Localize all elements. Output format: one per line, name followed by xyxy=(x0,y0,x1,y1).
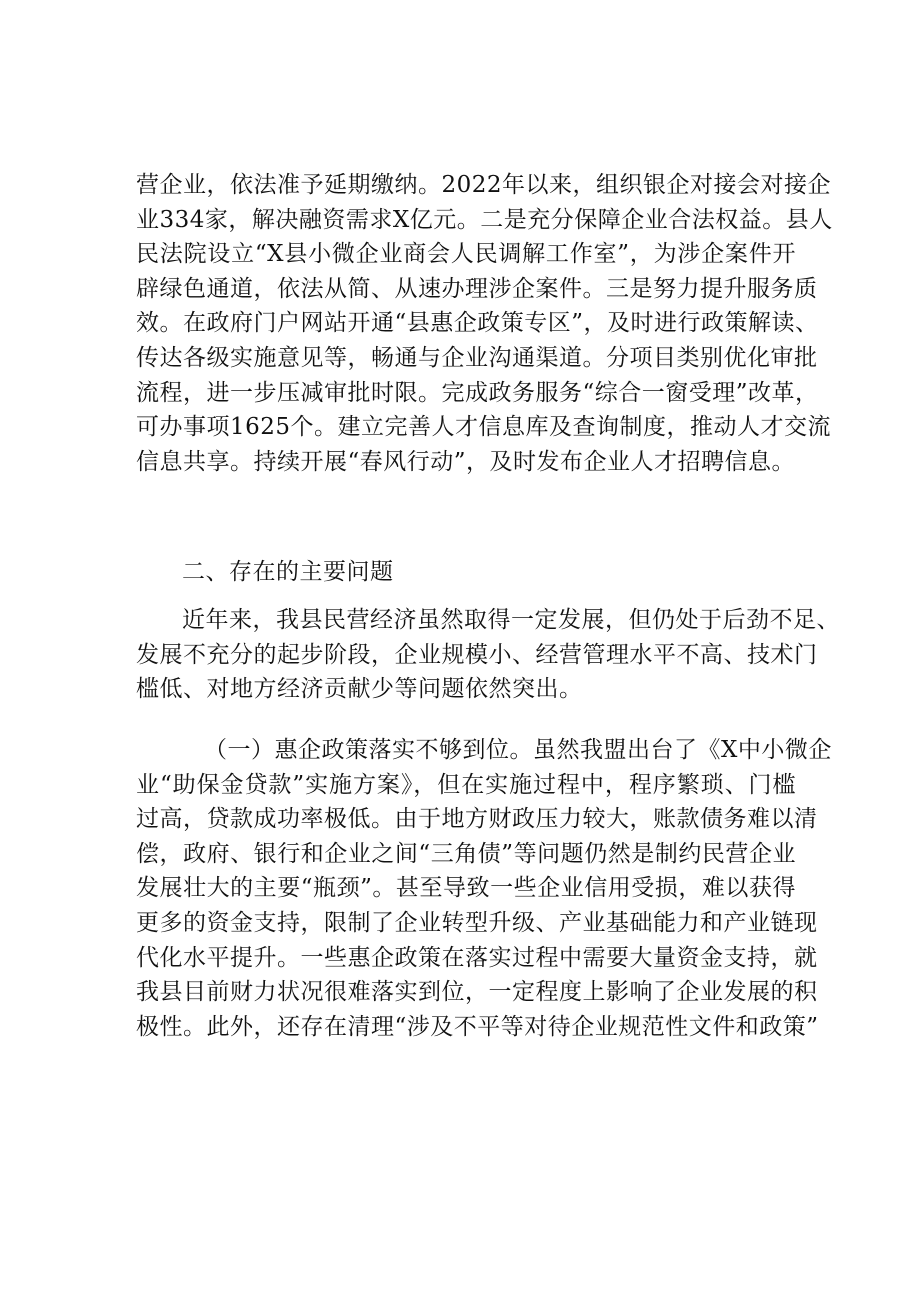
paragraph-intro xyxy=(136,603,840,707)
text-line: 可办事项1625个。建立完善人才信息库及查询制度，推动人才交流 xyxy=(136,414,832,441)
text-line: 流程，进一步压减审批时限。完成政务服务“综合一窗受理”改革， xyxy=(136,379,819,406)
text-line: 传达各级实施意见等，畅通与企业沟通渠道。分项目类别优化审批 xyxy=(136,344,818,371)
text-line: 过高，贷款成功率极低。由于地方财政压力较大，账款债务难以清 xyxy=(136,806,818,833)
text-line: 槛低、对地方经济贡献少等问题依然突出。 xyxy=(136,676,583,703)
text-line: 民法院设立“X县小微企业商会人民调解工作室”，为涉企案件开 xyxy=(136,241,796,268)
text-line: 代化水平提升。一些惠企政策在落实过程中需要大量资金支持，就 xyxy=(136,944,818,971)
text-line: 辟绿色通道，依法从简、从速办理涉企案件。三是努力提升服务质 xyxy=(136,275,818,302)
text-line: 近年来，我县民营经济虽然取得一定发展，但仍处于后劲不足、 xyxy=(182,607,840,633)
text-line: （一）惠企政策落实不够到位。虽然我盟出台了《X中小微企 xyxy=(204,737,832,763)
text-line: 我县目前财力状况很难落实到位，一定程度上影响了企业发展的积 xyxy=(136,979,818,1006)
text-line: 偿，政府、银行和企业之间“三角债”等问题仍然是制约民营企业 xyxy=(136,840,796,867)
text-line: 营企业，依法准予延期缴纳。2022年以来，组织银企对接会对接企 xyxy=(136,172,832,198)
text-line: 业334家，解决融资需求X亿元。二是充分保障企业合法权益。县人 xyxy=(136,206,833,233)
paragraph-issue-one xyxy=(136,733,832,1044)
text-line: 发展不充分的起步阶段，企业规模小、经营管理水平不高、技术门 xyxy=(136,641,818,668)
section-heading xyxy=(136,555,796,590)
heading-text: 二、存在的主要问题 xyxy=(182,559,394,585)
text-line: 极性。此外，还存在清理“涉及不平等对待企业规范性文件和政策” xyxy=(136,1013,819,1040)
text-line: 更多的资金支持，限制了企业转型升级、产业基础能力和产业链现 xyxy=(136,909,818,936)
text-line: 业“助保金贷款”实施方案》，但在实施过程中，程序繁琐、门槛 xyxy=(136,771,796,798)
text-line: 发展壮大的主要“瓶颈”。甚至导致一些企业信用受损，难以获得 xyxy=(136,875,796,902)
paragraph-policy-support xyxy=(136,168,833,479)
text-line: 效。在政府门户网站开通“县惠企政策专区”，及时进行政策解读、 xyxy=(136,310,819,337)
text-line: 信息共享。持续开展“春风行动”，及时发布企业人才招聘信息。 xyxy=(136,448,796,475)
